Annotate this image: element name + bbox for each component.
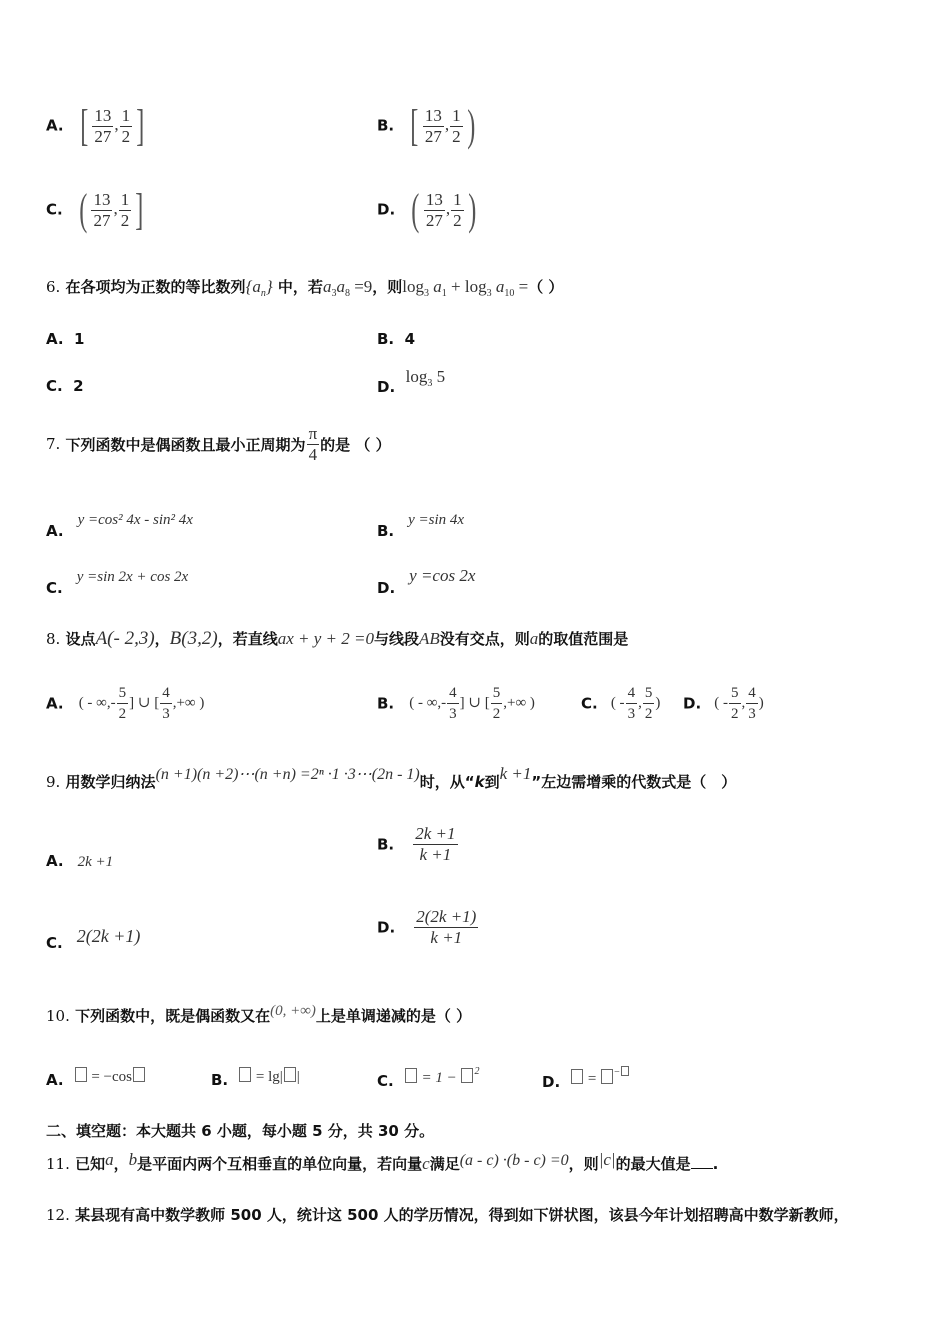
- q5-option-d[interactable]: D. ( $\frac{13}{27}$ , $\frac{1}{2}$ ): [377, 185, 477, 234]
- q8-option-b[interactable]: B. ( - ∞,- $\frac{4}{3}$ ] ∪ [ $\frac{5}{2}$ ,+∞ ): [377, 685, 535, 722]
- unrendered-glyph: [461, 1068, 473, 1083]
- induction-equation: (n +1)(n +2)⋯(n +n) =2ⁿ ·1 ·3⋯(2n - 1): [155, 766, 420, 783]
- question-number: 8.: [46, 630, 61, 648]
- fraction: $\frac{13}{27}$: [93, 189, 111, 230]
- question-number: 9.: [46, 773, 61, 791]
- q10-option-b[interactable]: B. = lg| |: [211, 1069, 300, 1089]
- point-a: A(- 2,3): [95, 628, 155, 649]
- log-expr: $\log_3 a_1 + \log_3 a_{10}$ =: [402, 277, 529, 299]
- q10-option-a[interactable]: A. = −cos: [46, 1066, 146, 1086]
- q8-option-a[interactable]: A. ( - ∞,- $\frac{5}{2}$ ] ∪ [ $\frac{4}{3}$ ,+∞ ): [46, 685, 205, 722]
- question-number: 6.: [46, 278, 61, 296]
- q7-option-d[interactable]: D.y =cos 2x: [377, 566, 476, 597]
- unrendered-glyph: [405, 1068, 417, 1083]
- q5-option-c[interactable]: C. ( $\frac{13}{27}$ , $\frac{1}{2}$ ]: [46, 185, 144, 234]
- question-8: 8. 设点A(- 2,3)，B(3,2)，若直线ax + y + 2 =0与线段AB没有交点，则a的取值范围是: [46, 628, 629, 649]
- option-letter: D.: [377, 200, 396, 219]
- q5-option-b[interactable]: B. [ $\frac{13}{27}$ , $\frac{1}{2}$ ): [377, 101, 475, 150]
- option-letter: B.: [377, 116, 395, 135]
- unrendered-glyph: [75, 1067, 87, 1082]
- q7-option-c[interactable]: C.y =sin 2x + cos 2x: [46, 569, 189, 597]
- q6-option-d[interactable]: D. $\log_3 5$: [377, 367, 446, 396]
- fraction: $\frac{1}{2}$: [120, 189, 130, 230]
- q7-option-a[interactable]: A.y =cos² 4x - sin² 4x: [46, 512, 193, 540]
- question-number: 7.: [46, 435, 61, 453]
- answer-blank[interactable]: [691, 1156, 713, 1169]
- question-number: 12.: [46, 1206, 70, 1224]
- question-6: 6. 在各项均为正数的等比数列$\{a_n\}$ 中，若$a_3a_8 =9$，则$\log_3 a_1 + \log_3 a_{10}$ =（ ）: [46, 277, 564, 299]
- q5-option-a[interactable]: A. [ $\frac{13}{27}$ , $\frac{1}{2}$ ]: [46, 101, 145, 150]
- interval-expr: (0, +∞): [270, 1003, 316, 1019]
- unrendered-glyph: [284, 1067, 296, 1082]
- q6-option-a[interactable]: A. 1: [46, 330, 85, 348]
- fraction: $\frac{13}{27}$: [425, 189, 443, 230]
- condition-expr: $a_3a_8 =9$: [322, 277, 373, 299]
- unrendered-glyph: [239, 1067, 251, 1082]
- option-letter: C.: [46, 200, 63, 219]
- unrendered-glyph: [133, 1067, 145, 1082]
- unrendered-glyph: [571, 1069, 583, 1084]
- line-expr: ax + y + 2 =0: [277, 629, 374, 648]
- fraction-pi-over-4: $\frac{\pi}{4}$: [308, 424, 318, 464]
- question-number: 10.: [46, 1007, 70, 1025]
- option-letter: A.: [46, 116, 64, 135]
- question-9: 9. 用数学归纳法(n +1)(n +2)⋯(n +n) =2ⁿ ·1 ·3⋯(2n - 1)时，从“k到k +1”左边需增乘的代数式是（ ）: [46, 764, 737, 791]
- fraction: $\frac{1}{2}$: [452, 105, 461, 146]
- point-b: B(3,2): [169, 628, 218, 649]
- sequence-expr: $\{a_n\}$: [245, 277, 273, 299]
- unrendered-glyph: [601, 1069, 613, 1084]
- q10-option-c[interactable]: C. = 1 − $^2$: [377, 1066, 480, 1090]
- vector-condition: (a - c) ·(b - c) =0: [459, 1152, 569, 1169]
- q9-option-d[interactable]: D. $\frac{2(2k +1)}{k +1}$: [377, 907, 477, 947]
- question-7: 7. 下列函数中是偶函数且最小正周期为 $\frac{\pi}{4}$ 的是 （ ）: [46, 424, 391, 464]
- q10-option-d[interactable]: D. = −: [542, 1066, 630, 1088]
- q7-option-b[interactable]: B.y =sin 4x: [377, 512, 465, 540]
- fraction: $\frac{13}{27}$: [424, 105, 442, 146]
- q6-option-b[interactable]: B. 4: [377, 330, 416, 348]
- q9-option-c[interactable]: C. 2(2k +1): [46, 926, 141, 952]
- fraction: $\frac{1}{2}$: [121, 105, 131, 146]
- q8-option-c[interactable]: C. ( - $\frac{4}{3}$ , $\frac{5}{2}$ ): [581, 685, 661, 722]
- fraction: $\frac{1}{2}$: [453, 189, 462, 230]
- q9-option-a[interactable]: A. 2k +1: [46, 852, 114, 870]
- question-12: 12. 某县现有高中数学教师 500 人，统计这 500 人的学历情况，得到如下饼状图，该县今年计划招聘高中数学新教师，: [46, 1206, 849, 1224]
- question-10: 10. 下列函数中，既是偶函数又在(0, +∞)上是单调递减的是（ ）: [46, 1003, 472, 1025]
- q6-option-c[interactable]: C. 2: [46, 377, 84, 395]
- question-number: 11.: [46, 1155, 70, 1173]
- q8-option-d[interactable]: D. ( - $\frac{5}{2}$ , $\frac{4}{3}$ ): [683, 685, 764, 722]
- fraction: $\frac{13}{27}$: [94, 105, 112, 146]
- section-2-heading: 二、填空题：本大题共 6 小题，每小题 5 分，共 30 分。: [46, 1122, 435, 1140]
- question-11: 11. 已知a，b是平面内两个互相垂直的单位向量，若向量c满足(a - c) ·(b - c) =0，则|c|的最大值是 .: [46, 1150, 719, 1173]
- q9-option-b[interactable]: B. $\frac{2k +1}{k +1}$: [377, 824, 456, 864]
